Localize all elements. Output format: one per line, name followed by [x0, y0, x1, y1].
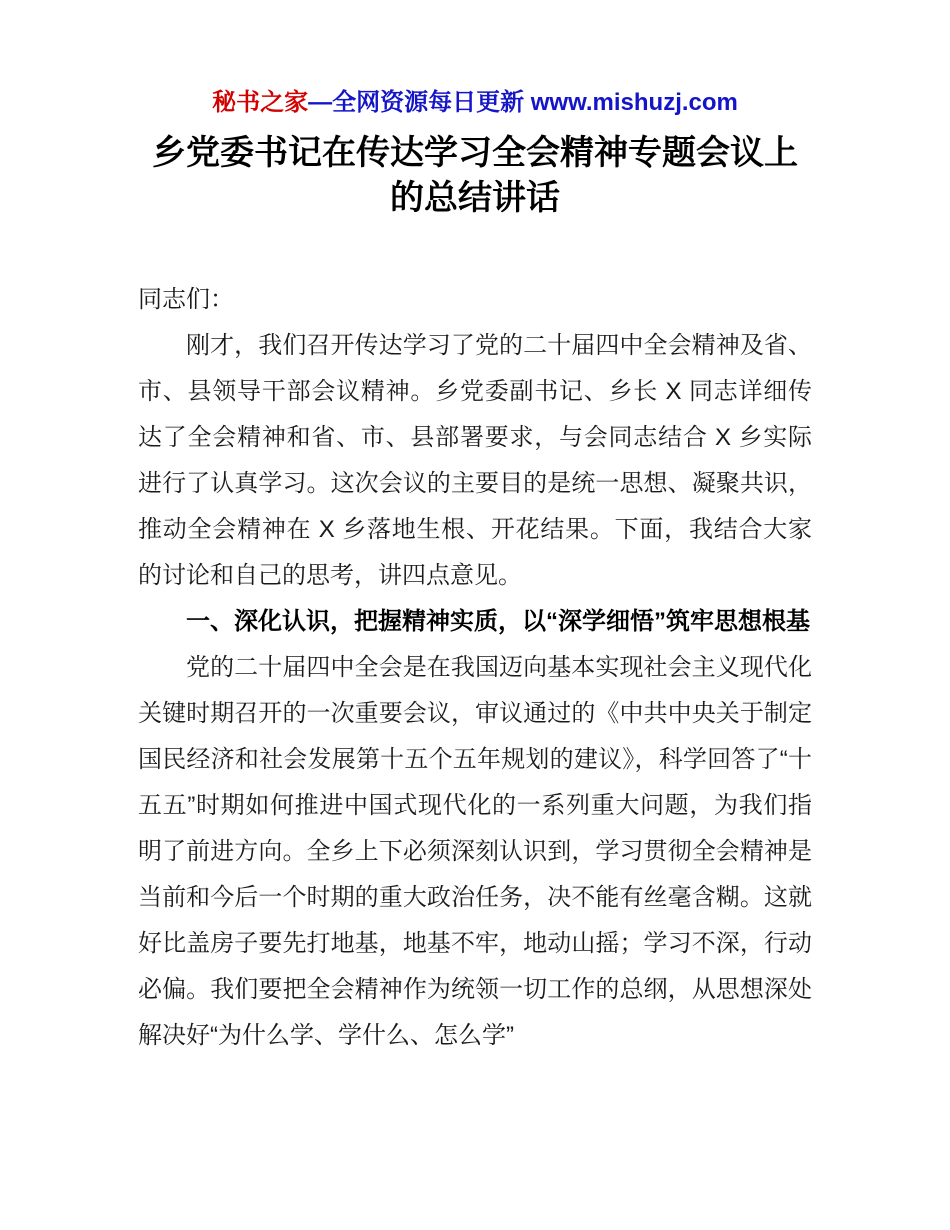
salutation: 同志们： [138, 285, 234, 313]
document-body [138, 277, 812, 1059]
site-brand-text: 秘书之家 [212, 89, 309, 116]
site-header [138, 82, 812, 117]
document-title: 乡党委书记在传达学习全会精神专题会议上的总结讲话 [152, 134, 798, 217]
site-tagline-text: —全网资源每日更新 www.mishuzj.com [308, 89, 738, 116]
paragraph-section-1-body: 党的二十届四中全会是在我国迈向基本实现社会主义现代化关键时期召开的一次重要会议，审议通过的《中共中央关于制定国民经济和社会发展第十五个五年规划的建议》，科学回答了“十五五”时期如何推进中国式现代化的一系列重大问题，为我们指明了前进方向。全乡上下必须深刻认识到，学习贯彻全会精神是当前和今后一个时期的重大政治任务，决不能有丝毫含糊。这就好比盖房子要先打地基，地基不牢，地动山摇；学习不深，行动必偏。我们要把全会精神作为统领一切工作的总纲，从思想深处解决好“为什么学、学什么、怎么学” [138, 653, 812, 1049]
section-heading-1: 一、深化认识，把握精神实质，以“深学细悟”筑牢思想根基 [186, 607, 810, 635]
paragraph-opening: 刚才，我们召开传达学习了党的二十届四中全会精神及省、市、县领导干部会议精神。乡党委副书记、乡长 X 同志详细传达了全会精神和省、市、县部署要求，与会同志结合 X 乡实际进行了认真学习。这次会议的主要目的是统一思想、凝聚共识，推动全会精神在 X 乡落地生根、开花结果。下面，我结合大家的讨论和自己的思考，讲四点意见。 [138, 331, 812, 589]
